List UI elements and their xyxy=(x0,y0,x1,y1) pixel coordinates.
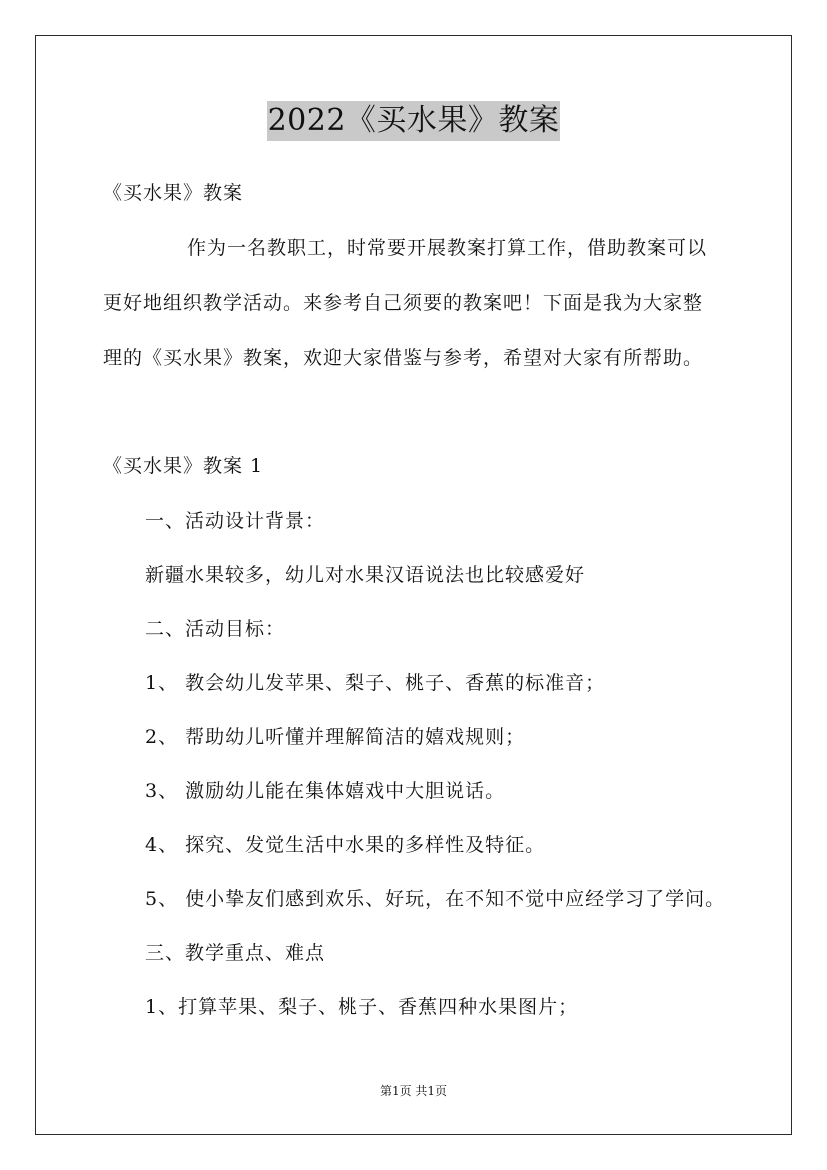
list-item: 一、活动设计背景： xyxy=(145,510,326,532)
list-item: 3、 激励幼儿能在集体嬉戏中大胆说话。 xyxy=(145,780,506,802)
intro-line-1: 作为一名教职工，时常要开展教案打算工作，借助教案可以 xyxy=(187,237,708,259)
intro-line-3: 理的《买水果》教案，欢迎大家借鉴与参考，希望对大家有所帮助。 xyxy=(103,347,704,369)
list-item: 1、 教会幼儿发苹果、梨子、桃子、香蕉的标准音； xyxy=(145,672,606,694)
document-subtitle: 《买水果》教案 xyxy=(103,182,244,204)
intro-line-2: 更好地组织教学活动。来参考自己须要的教案吧！下面是我为大家整 xyxy=(103,292,704,314)
document-title: 2022《买水果》教案 xyxy=(267,101,561,141)
section-title: 《买水果》教案 1 xyxy=(103,455,264,477)
list-item: 二、活动目标： xyxy=(145,618,286,640)
page-footer: 第1页 共1页 xyxy=(379,1084,448,1098)
list-item: 4、 探究、发觉生活中水果的多样性及特征。 xyxy=(145,834,546,856)
list-item: 三、教学重点、难点 xyxy=(145,942,326,964)
list-item: 5、 使小挚友们感到欢乐、好玩，在不知不觉中应经学习了学问。 xyxy=(145,888,726,910)
list-item: 新疆水果较多，幼儿对水果汉语说法也比较感爱好 xyxy=(145,564,586,586)
list-item: 1、打算苹果、梨子、桃子、香蕉四种水果图片； xyxy=(145,996,579,1018)
list-item: 2、 帮助幼儿听懂并理解简洁的嬉戏规则； xyxy=(145,726,526,748)
title-container xyxy=(0,101,827,141)
